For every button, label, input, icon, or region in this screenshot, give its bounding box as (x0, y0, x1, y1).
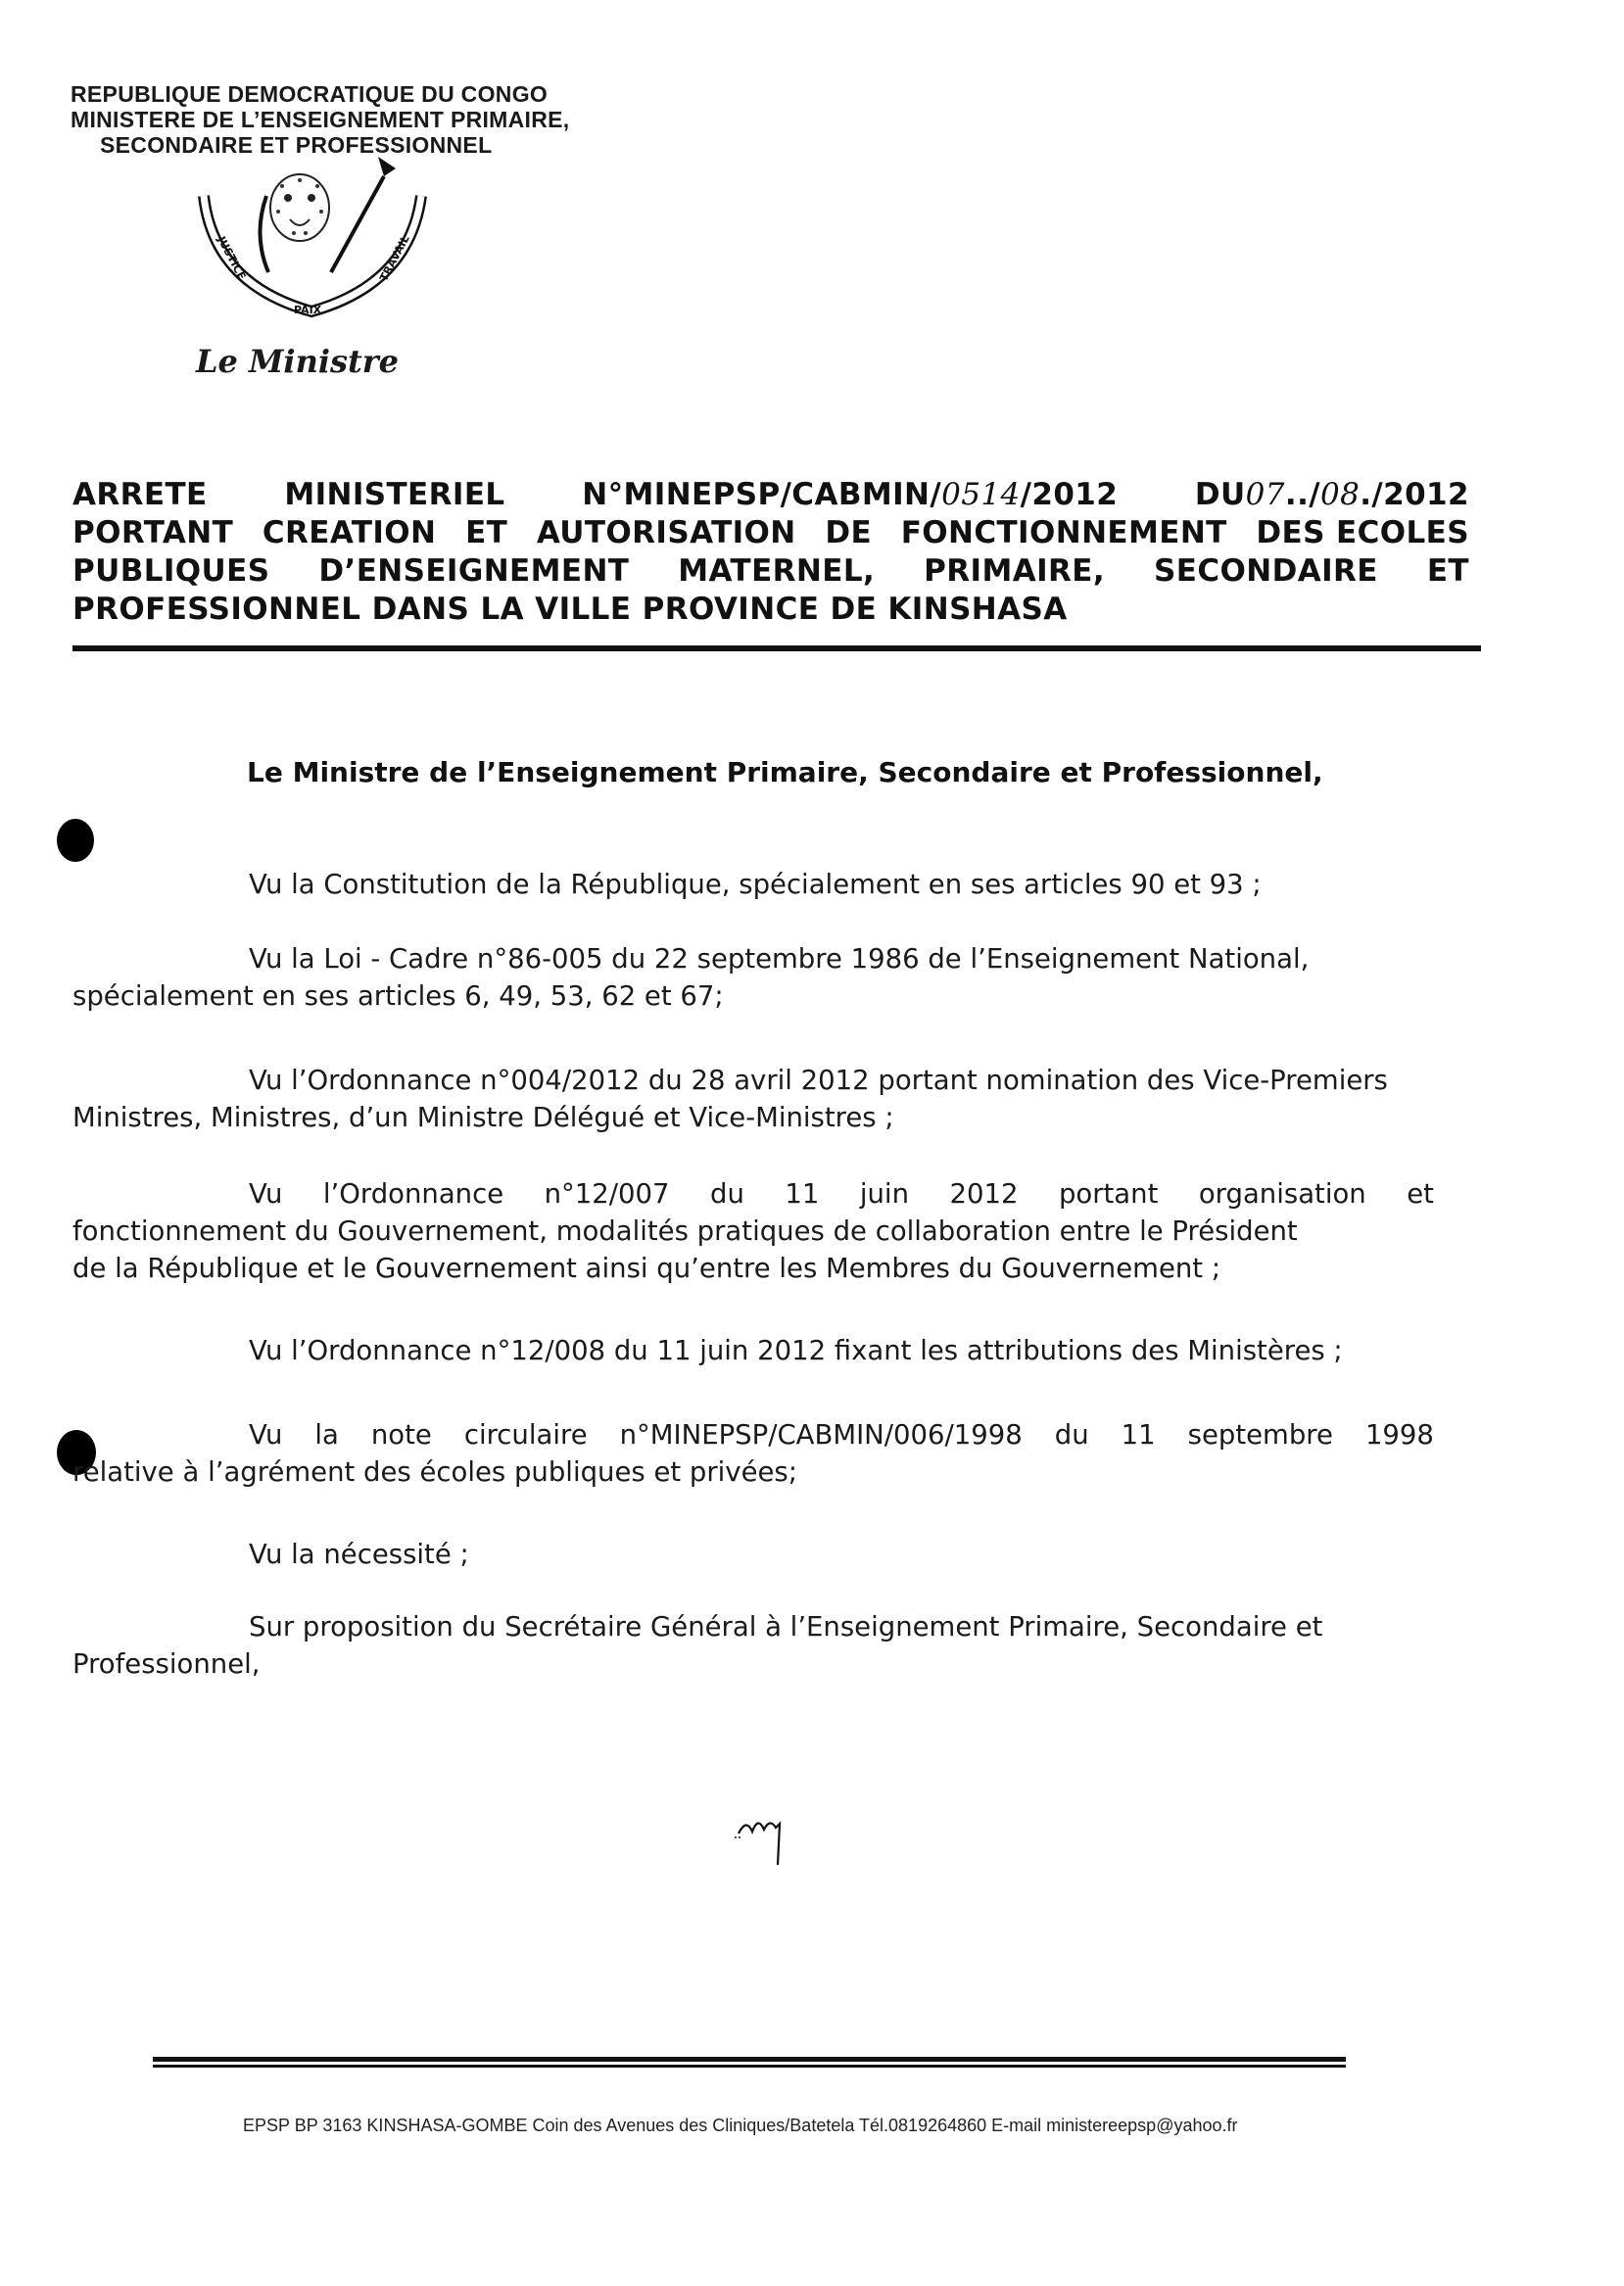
title-divider (72, 645, 1481, 651)
letterhead-country: REPUBLIQUE DEMOCRATIQUE DU CONGO (71, 81, 549, 107)
decree-date-day: 07 (1245, 477, 1285, 512)
decree-arrete: ARRETE (72, 477, 208, 512)
minister-signature-title: Le Ministre (196, 343, 400, 380)
decree-date: DU07../08./2012 (1194, 477, 1469, 512)
footer-divider (153, 2057, 1346, 2062)
decree-number: N°MINEPSP/CABMIN/0514/2012 (582, 477, 1119, 512)
letterhead-ministry-cont: SECONDAIRE ET PROFESSIONNEL (100, 132, 493, 158)
emblem-motto-bottom: PAIX (294, 304, 322, 316)
handwritten-initials (733, 1810, 801, 1869)
considerant-constitution: Vu la Constitution de la République, spécialement en ses articles 90 et 93 ; (249, 869, 1262, 900)
considerant-ordonnance-004: Vu l’Ordonnance n°004/2012 du 28 avril 2012 portant nomination des Vice-Premiers Ministres, Ministres, d’un Ministre Délégué et Vice-Ministres ; (72, 1065, 1388, 1133)
emblem-motto-left: JUSTICE (215, 234, 249, 282)
decree-number-handwritten: 0514 (941, 477, 1021, 512)
footer-divider-thin (153, 2065, 1346, 2068)
considerant-necessite: Vu la nécessité ; (249, 1539, 469, 1570)
decree-date-month: 08 (1319, 477, 1361, 512)
decree-title (72, 476, 1469, 629)
minister-heading: Le Ministre de l’Enseignement Primaire, Secondaire et Professionnel, (247, 756, 1323, 788)
decree-title-line-4: PROFESSIONNEL DANS LA VILLE PROVINCE DE KINSHASA (72, 592, 1068, 627)
considerant-ordonnance-12-008: Vu l’Ordonnance n°12/008 du 11 juin 2012 fixant les attributions des Ministères ; (249, 1335, 1343, 1366)
considerant-ordonnance-12-007: Vu l’Ordonnance n°12/007 du 11 juin 2012 portant organisation et fonctionnement du Gouvernement, modalités pratiques de collaboration entre le Président de la République et le Gouvernement ainsi qu’entre les Membres du Gouvernement ; (72, 1175, 1434, 1287)
decree-number-line (72, 476, 1469, 514)
considerant-note-circulaire: Vu la note circulaire n°MINEPSP/CABMIN/006/1998 du 11 septembre 1998 relative à l’agrément des écoles publiques et privées; (72, 1416, 1434, 1491)
decree-title-line-2: PORTANT CREATION ET AUTORISATION DE FONCTIONNEMENT DES ECOLES (72, 515, 1469, 550)
considerant-proposition: Sur proposition du Secrétaire Général à l’Enseignement Primaire, Secondaire et Professionnel, (72, 1611, 1323, 1680)
considerant-loi-cadre: Vu la Loi - Cadre n°86-005 du 22 septembre 1986 de l’Enseignement National, spécialement en ses articles 6, 49, 53, 62 et 67; (72, 943, 1310, 1012)
decree-ministeriel: MINISTERIEL (284, 477, 505, 512)
p4-first-line: Vu l’Ordonnance n°12/007 du 11 juin 2012 portant organisation et (249, 1178, 1434, 1210)
footer-address: EPSP BP 3163 KINSHASA-GOMBE Coin des Avenues des Cliniques/Batetela Tél.0819264860 E-mail ministereepsp@yahoo.fr (243, 2116, 1238, 2135)
leopard-coat-of-arms-icon (184, 157, 441, 333)
decree-title-line-3: PUBLIQUES D’ENSEIGNEMENT MATERNEL, PRIMAIRE, SECONDAIRE ET (72, 553, 1469, 589)
p6-first-line: Vu la note circulaire n°MINEPSP/CABMIN/006/1998 du 11 septembre 1998 (249, 1419, 1434, 1451)
letterhead-ministry: MINISTERE DE L’ENSEIGNEMENT PRIMAIRE, (71, 107, 570, 132)
emblem-motto-right: TRAVAIL (377, 233, 412, 284)
ink-blot-mark (57, 819, 94, 862)
